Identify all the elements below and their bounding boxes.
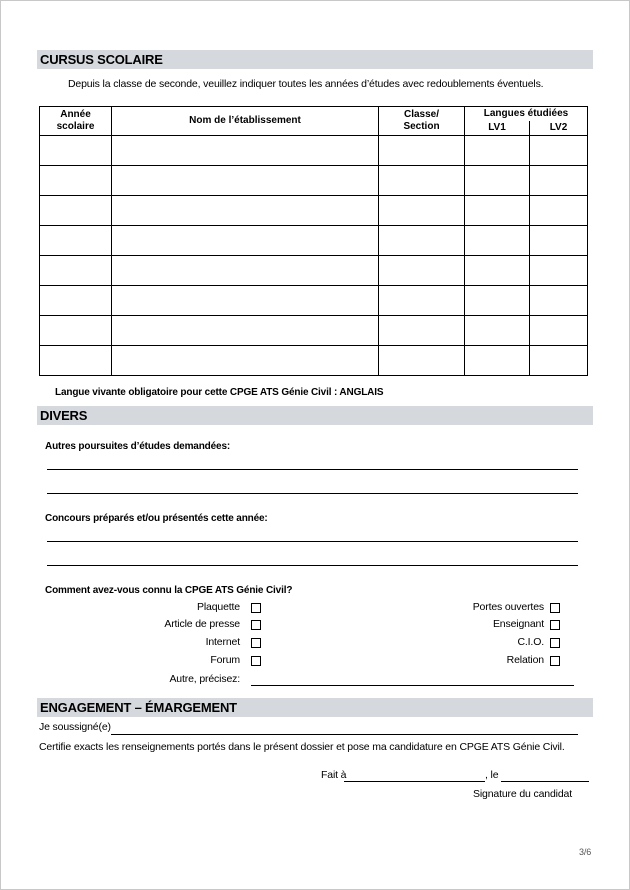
cell-year[interactable] <box>40 196 112 226</box>
cell-class[interactable] <box>379 286 465 316</box>
option-label-plaquette: Plaquette <box>196 601 240 613</box>
other-studies-line-2[interactable] <box>47 493 578 494</box>
competitions-line-2[interactable] <box>47 565 578 566</box>
undersigned-label: Je soussigné(e) <box>39 721 111 733</box>
undersigned-line[interactable] <box>111 734 578 735</box>
date-line[interactable] <box>501 781 589 782</box>
col-header-class-line1: Classe/ <box>403 109 440 120</box>
col-header-year-line2: scolaire <box>56 121 95 132</box>
language-note: Langue vivante obligatoire pour cette CPGE ATS Génie Civil : ANGLAIS <box>55 387 384 398</box>
col-header-languages: Langues étudiées <box>465 107 588 122</box>
page-number: 3/6 <box>579 847 592 857</box>
option-label-article-presse: Article de presse <box>164 618 240 630</box>
table-row <box>40 166 588 196</box>
cell-class[interactable] <box>379 196 465 226</box>
cell-school[interactable] <box>112 136 379 166</box>
section-title-divers: DIVERS <box>37 406 593 425</box>
cell-lv2[interactable] <box>530 286 588 316</box>
cell-year[interactable] <box>40 166 112 196</box>
cell-lv1[interactable] <box>465 346 530 376</box>
col-header-class-line2: Section <box>403 121 440 132</box>
table-row <box>40 256 588 286</box>
other-studies-label: Autres poursuites d’études demandées: <box>45 441 231 452</box>
how-known-label: Comment avez-vous connu la CPGE ATS Génie Civil? <box>45 585 293 596</box>
cell-lv1[interactable] <box>465 286 530 316</box>
option-label-relation: Relation <box>506 654 544 666</box>
other-specify-label: Autre, précisez: <box>169 673 240 685</box>
cell-lv2[interactable] <box>530 136 588 166</box>
cell-year[interactable] <box>40 226 112 256</box>
section-title-cursus: CURSUS SCOLAIRE <box>37 50 593 69</box>
checkbox-enseignant[interactable] <box>550 620 560 630</box>
date-label: , le <box>485 769 499 781</box>
option-label-cio: C.I.O. <box>517 636 544 648</box>
table-row <box>40 346 588 376</box>
checkbox-relation[interactable] <box>550 656 560 666</box>
cell-lv2[interactable] <box>530 256 588 286</box>
col-header-school: Nom de l’établissement <box>112 107 379 136</box>
cell-class[interactable] <box>379 226 465 256</box>
competitions-label: Concours préparés et/ou présentés cette année: <box>45 513 268 524</box>
option-label-portes-ouvertes: Portes ouvertes <box>472 601 544 613</box>
cell-lv2[interactable] <box>530 166 588 196</box>
cell-lv1[interactable] <box>465 226 530 256</box>
section-title-engagement: ENGAGEMENT – ÉMARGEMENT <box>37 698 593 717</box>
cell-school[interactable] <box>112 196 379 226</box>
cell-school[interactable] <box>112 256 379 286</box>
cell-year[interactable] <box>40 136 112 166</box>
cell-lv2[interactable] <box>530 346 588 376</box>
table-row <box>40 196 588 226</box>
option-label-forum: Forum <box>210 654 240 666</box>
cell-year[interactable] <box>40 256 112 286</box>
other-studies-line-1[interactable] <box>47 469 578 470</box>
cell-class[interactable] <box>379 166 465 196</box>
col-header-class <box>379 107 465 136</box>
cell-lv1[interactable] <box>465 136 530 166</box>
table-row <box>40 316 588 346</box>
cell-lv1[interactable] <box>465 196 530 226</box>
cell-class[interactable] <box>379 316 465 346</box>
cell-lv2[interactable] <box>530 226 588 256</box>
checkbox-plaquette[interactable] <box>251 603 261 613</box>
col-header-year-line1: Année <box>60 109 91 120</box>
cell-school[interactable] <box>112 226 379 256</box>
cell-lv1[interactable] <box>465 256 530 286</box>
cursus-table <box>39 106 588 376</box>
table-row <box>40 286 588 316</box>
cell-class[interactable] <box>379 136 465 166</box>
checkbox-forum[interactable] <box>251 656 261 666</box>
done-at-label: Fait à <box>321 769 347 781</box>
done-at-line[interactable] <box>344 781 485 782</box>
col-header-lv2: LV2 <box>530 121 588 136</box>
option-label-enseignant: Enseignant <box>492 618 544 630</box>
certify-text: Certifie exacts les renseignements portés dans le présent dossier et pose ma candidature en CPGE ATS Génie Civil. <box>39 741 565 753</box>
other-specify-line[interactable] <box>251 685 574 686</box>
col-header-lv1: LV1 <box>465 121 530 136</box>
checkbox-cio[interactable] <box>550 638 560 648</box>
cell-class[interactable] <box>379 256 465 286</box>
checkbox-portes-ouvertes[interactable] <box>550 603 560 613</box>
table-row <box>40 226 588 256</box>
checkbox-internet[interactable] <box>251 638 261 648</box>
cell-year[interactable] <box>40 316 112 346</box>
cell-class[interactable] <box>379 346 465 376</box>
competitions-line-1[interactable] <box>47 541 578 542</box>
cell-year[interactable] <box>40 286 112 316</box>
cell-lv2[interactable] <box>530 196 588 226</box>
signature-label: Signature du candidat <box>473 788 573 800</box>
checkbox-article-presse[interactable] <box>251 620 261 630</box>
option-label-internet: Internet <box>205 636 240 648</box>
cell-school[interactable] <box>112 316 379 346</box>
col-header-year <box>40 107 112 136</box>
cell-lv2[interactable] <box>530 316 588 346</box>
cell-year[interactable] <box>40 346 112 376</box>
table-row <box>40 136 588 166</box>
cell-school[interactable] <box>112 346 379 376</box>
cell-school[interactable] <box>112 166 379 196</box>
cell-lv1[interactable] <box>465 166 530 196</box>
cursus-instruction: Depuis la classe de seconde, veuillez indiquer toutes les années d’études avec redoublements éventuels. <box>68 78 544 90</box>
cell-school[interactable] <box>112 286 379 316</box>
cell-lv1[interactable] <box>465 316 530 346</box>
